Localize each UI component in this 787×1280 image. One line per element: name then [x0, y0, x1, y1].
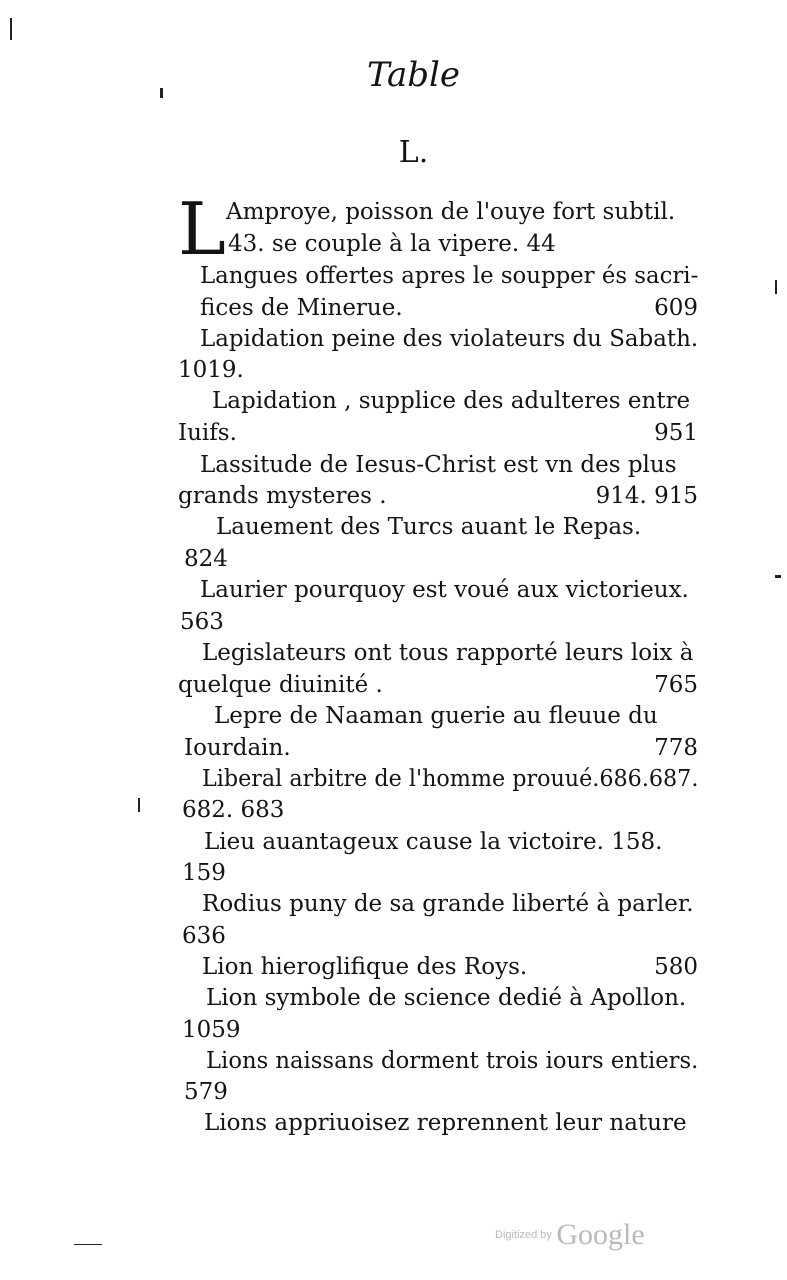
entry-text: Lapidation , supplice des adulteres entre — [212, 388, 691, 414]
entry-text: Lieu auantageux cause la victoire. 158. — [204, 829, 663, 855]
watermark-prefix: Digitized by — [495, 1229, 552, 1241]
page-reference: 778 — [654, 735, 698, 761]
page-reference: 580 — [654, 954, 698, 980]
entry-text: 1019. — [178, 357, 244, 383]
entry-text: Lassitude de Iesus-Christ est vn des plus — [200, 452, 677, 478]
entry-text: 682. 683 — [182, 797, 285, 823]
entry-text: Lauement des Turcs auant le Repas. — [216, 514, 642, 540]
entry-text: quelque diuinité . — [178, 672, 383, 698]
entry-text: Laurier pourquoy est voué aux victorieux. — [200, 577, 689, 603]
entry-text: Legislateurs ont tous rapporté leurs loix à — [202, 640, 694, 666]
entry-text: grands mysteres . — [178, 483, 387, 509]
entry-text: Lions naissans dorment trois iours entiers. — [206, 1048, 699, 1074]
page-reference: 609 — [654, 295, 698, 321]
entry-text: Iourdain. — [184, 735, 291, 761]
entry-text: Lions appriuoisez reprennent leur nature — [204, 1110, 687, 1136]
page-reference: 951 — [654, 420, 698, 446]
scan-mark — [74, 1244, 102, 1245]
page-reference: 765 — [654, 672, 698, 698]
entry-text: Rodius puny de sa grande liberté à parler. — [202, 891, 694, 917]
section-letter: L. — [398, 135, 429, 170]
google-logo: Google — [556, 1218, 645, 1251]
entry-text: Lion symbole de science dedié à Apollon. — [206, 985, 687, 1011]
page-reference: 914. 915 — [595, 483, 698, 509]
scan-mark — [138, 798, 140, 812]
entry-text: Amproye, poisson de l'ouye fort subtil. — [226, 199, 676, 225]
entry-text: 579 — [184, 1079, 228, 1105]
scan-mark — [160, 88, 163, 98]
drop-cap: L — [178, 187, 226, 271]
entry-text: 159 — [182, 860, 226, 886]
scan-mark — [775, 575, 781, 578]
entry-text: Lapidation peine des violateurs du Sabath. — [200, 326, 699, 352]
entry-text: Iuifs. — [178, 420, 237, 446]
entry-text: 824 — [184, 546, 228, 572]
entry-text: Lion hieroglifique des Roys. — [202, 954, 528, 980]
entry-text: Liberal arbitre de l'homme prouué.686.687. — [202, 766, 699, 792]
entry-text: 563 — [180, 609, 224, 635]
scan-mark — [775, 280, 777, 294]
entry-text: 636 — [182, 923, 226, 949]
entry-text: Lepre de Naaman guerie au fleuue du — [214, 703, 658, 729]
running-title: Table — [366, 55, 461, 95]
digitized-watermark — [495, 1218, 645, 1252]
entry-text: Langues offertes apres le soupper és sacri- — [200, 263, 699, 289]
entry-text: 1059 — [182, 1017, 241, 1043]
entry-text: 43. se couple à la vipere. 44 — [228, 231, 556, 257]
scan-mark — [10, 18, 12, 40]
entry-text: fices de Minerue. — [200, 295, 403, 321]
